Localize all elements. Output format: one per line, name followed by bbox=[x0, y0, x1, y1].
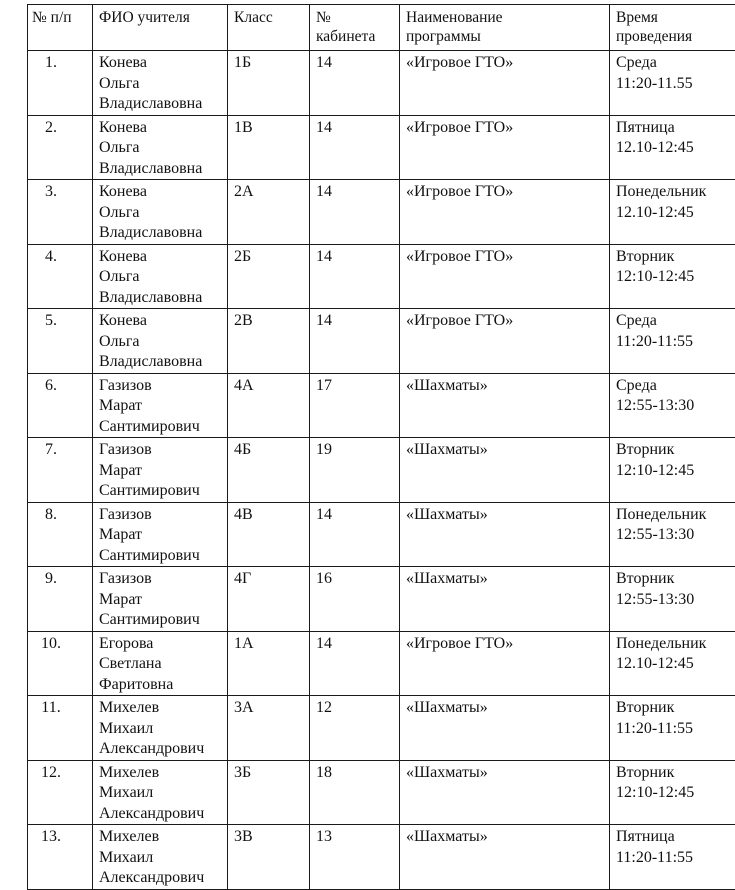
teacher-patronymic: Сантимирович bbox=[99, 546, 221, 567]
time-cell bbox=[610, 115, 735, 180]
teacher-patronymic: Сантимирович bbox=[99, 610, 221, 631]
row-number-cell bbox=[28, 567, 93, 632]
row-number-cell bbox=[28, 502, 93, 567]
teacher-surname: Конева bbox=[99, 53, 221, 74]
class-cell bbox=[228, 438, 310, 503]
time-day: Вторник bbox=[616, 569, 729, 590]
room-cell bbox=[310, 696, 400, 761]
time-range: 12:10-12:45 bbox=[616, 461, 729, 482]
row-number-cell bbox=[28, 438, 93, 503]
room-value: 14 bbox=[316, 53, 393, 74]
row-number: 7. bbox=[28, 440, 74, 461]
teacher-surname: Михелев bbox=[99, 763, 221, 784]
room-cell bbox=[310, 567, 400, 632]
time-range: 11:20-11:55 bbox=[616, 719, 729, 740]
time-cell bbox=[610, 438, 735, 503]
teacher-first-name: Ольга bbox=[99, 332, 221, 353]
program-cell bbox=[400, 631, 610, 696]
time-day: Вторник bbox=[616, 698, 729, 719]
program-cell bbox=[400, 825, 610, 890]
header-program-label-2: программы bbox=[406, 27, 603, 46]
row-number-cell bbox=[28, 115, 93, 180]
table-row bbox=[28, 502, 735, 567]
time-day: Понедельник bbox=[616, 634, 729, 655]
program-cell bbox=[400, 244, 610, 309]
room-value: 14 bbox=[316, 505, 393, 526]
teacher-name-cell bbox=[93, 760, 228, 825]
header-num-label: № п/п bbox=[32, 8, 86, 27]
time-cell bbox=[610, 51, 735, 116]
row-number: 9. bbox=[28, 569, 74, 590]
teacher-surname: Михелев bbox=[99, 827, 221, 848]
header-teacher-label: ФИО учителя bbox=[99, 8, 221, 27]
time-cell bbox=[610, 825, 735, 890]
teacher-first-name: Марат bbox=[99, 525, 221, 546]
teacher-first-name: Марат bbox=[99, 590, 221, 611]
teacher-patronymic: Сантимирович bbox=[99, 481, 221, 502]
row-number: 5. bbox=[28, 311, 74, 332]
class-cell bbox=[228, 115, 310, 180]
header-room-label-2: кабинета bbox=[316, 27, 393, 46]
row-number-cell bbox=[28, 631, 93, 696]
time-cell bbox=[610, 309, 735, 374]
time-range: 12.10-12:45 bbox=[616, 138, 729, 159]
header-room bbox=[310, 5, 400, 51]
class-cell bbox=[228, 51, 310, 116]
class-value: 4Б bbox=[234, 440, 303, 461]
room-value: 12 bbox=[316, 698, 393, 719]
row-number-cell bbox=[28, 51, 93, 116]
table-row bbox=[28, 309, 735, 374]
program-cell bbox=[400, 696, 610, 761]
teacher-patronymic: Владиславовна bbox=[99, 352, 221, 373]
room-value: 14 bbox=[316, 118, 393, 139]
teacher-name-cell bbox=[93, 631, 228, 696]
time-cell bbox=[610, 631, 735, 696]
teacher-first-name: Ольга bbox=[99, 74, 221, 95]
teacher-name-cell bbox=[93, 438, 228, 503]
time-day: Пятница bbox=[616, 118, 729, 139]
teacher-surname: Конева bbox=[99, 311, 221, 332]
time-cell bbox=[610, 567, 735, 632]
table-row bbox=[28, 760, 735, 825]
room-value: 19 bbox=[316, 440, 393, 461]
room-cell bbox=[310, 51, 400, 116]
teacher-patronymic: Владиславовна bbox=[99, 288, 221, 309]
teacher-patronymic: Фаритовна bbox=[99, 675, 221, 696]
program-cell bbox=[400, 567, 610, 632]
class-cell bbox=[228, 631, 310, 696]
schedule-body bbox=[28, 51, 735, 890]
program-value: «Шахматы» bbox=[406, 440, 603, 461]
time-range: 12:10-12:45 bbox=[616, 267, 729, 288]
program-value: «Шахматы» bbox=[406, 698, 603, 719]
row-number-cell bbox=[28, 825, 93, 890]
teacher-surname: Конева bbox=[99, 118, 221, 139]
table-row bbox=[28, 51, 735, 116]
row-number: 8. bbox=[28, 505, 74, 526]
program-cell bbox=[400, 502, 610, 567]
time-day: Вторник bbox=[616, 763, 729, 784]
row-number: 1. bbox=[28, 53, 74, 74]
room-value: 14 bbox=[316, 634, 393, 655]
room-value: 13 bbox=[316, 827, 393, 848]
time-day: Среда bbox=[616, 311, 729, 332]
class-value: 4А bbox=[234, 376, 303, 397]
teacher-surname: Егорова bbox=[99, 634, 221, 655]
teacher-surname: Конева bbox=[99, 182, 221, 203]
class-value: 3Б bbox=[234, 763, 303, 784]
row-number-cell bbox=[28, 180, 93, 245]
program-value: «Игровое ГТО» bbox=[406, 53, 603, 74]
table-row bbox=[28, 696, 735, 761]
time-range: 12.10-12:45 bbox=[616, 203, 729, 224]
teacher-patronymic: Владиславовна bbox=[99, 223, 221, 244]
row-number-cell bbox=[28, 309, 93, 374]
class-cell bbox=[228, 825, 310, 890]
teacher-name-cell bbox=[93, 502, 228, 567]
time-range: 11:20-11:55 bbox=[616, 332, 729, 353]
room-value: 17 bbox=[316, 376, 393, 397]
time-cell bbox=[610, 180, 735, 245]
class-value: 1В bbox=[234, 118, 303, 139]
teacher-name-cell bbox=[93, 696, 228, 761]
table-row bbox=[28, 825, 735, 890]
teacher-first-name: Марат bbox=[99, 461, 221, 482]
program-value: «Шахматы» bbox=[406, 505, 603, 526]
program-cell bbox=[400, 438, 610, 503]
row-number: 13. bbox=[28, 827, 74, 848]
class-cell bbox=[228, 760, 310, 825]
table-row bbox=[28, 244, 735, 309]
time-range: 12:55-13:30 bbox=[616, 525, 729, 546]
header-room-label-1: № bbox=[316, 8, 393, 27]
teacher-name-cell bbox=[93, 309, 228, 374]
header-class-label: Класс bbox=[234, 8, 303, 27]
teacher-patronymic: Владиславовна bbox=[99, 94, 221, 115]
table-row bbox=[28, 373, 735, 438]
room-cell bbox=[310, 180, 400, 245]
room-cell bbox=[310, 115, 400, 180]
program-value: «Игровое ГТО» bbox=[406, 182, 603, 203]
teacher-surname: Конева bbox=[99, 247, 221, 268]
header-time-label-1: Время bbox=[616, 8, 729, 27]
row-number: 2. bbox=[28, 118, 74, 139]
row-number: 11. bbox=[28, 698, 74, 719]
teacher-surname: Михелев bbox=[99, 698, 221, 719]
room-value: 14 bbox=[316, 247, 393, 268]
teacher-first-name: Михаил bbox=[99, 848, 221, 869]
teacher-patronymic: Александрович bbox=[99, 868, 221, 889]
class-value: 1А bbox=[234, 634, 303, 655]
class-cell bbox=[228, 696, 310, 761]
row-number-cell bbox=[28, 244, 93, 309]
program-value: «Шахматы» bbox=[406, 376, 603, 397]
class-value: 4Г bbox=[234, 569, 303, 590]
time-cell bbox=[610, 696, 735, 761]
header-teacher bbox=[93, 5, 228, 51]
row-number-cell bbox=[28, 696, 93, 761]
program-value: «Игровое ГТО» bbox=[406, 634, 603, 655]
row-number: 3. bbox=[28, 182, 74, 203]
time-day: Понедельник bbox=[616, 505, 729, 526]
room-cell bbox=[310, 825, 400, 890]
header-class bbox=[228, 5, 310, 51]
teacher-name-cell bbox=[93, 567, 228, 632]
room-cell bbox=[310, 631, 400, 696]
teacher-first-name: Ольга bbox=[99, 203, 221, 224]
class-value: 4В bbox=[234, 505, 303, 526]
row-number-cell bbox=[28, 760, 93, 825]
room-cell bbox=[310, 438, 400, 503]
table-row bbox=[28, 567, 735, 632]
program-value: «Игровое ГТО» bbox=[406, 118, 603, 139]
header-time bbox=[610, 5, 735, 51]
program-cell bbox=[400, 309, 610, 374]
header-program-label-1: Наименование bbox=[406, 8, 603, 27]
room-cell bbox=[310, 309, 400, 374]
row-number: 12. bbox=[28, 763, 74, 784]
program-cell bbox=[400, 51, 610, 116]
class-value: 2А bbox=[234, 182, 303, 203]
teacher-surname: Газизов bbox=[99, 569, 221, 590]
class-cell bbox=[228, 309, 310, 374]
class-cell bbox=[228, 502, 310, 567]
teacher-name-cell bbox=[93, 373, 228, 438]
time-cell bbox=[610, 373, 735, 438]
time-range: 12:55-13:30 bbox=[616, 590, 729, 611]
program-value: «Шахматы» bbox=[406, 569, 603, 590]
program-value: «Игровое ГТО» bbox=[406, 311, 603, 332]
time-cell bbox=[610, 502, 735, 567]
row-number-cell bbox=[28, 373, 93, 438]
time-range: 11:20-11:55 bbox=[616, 848, 729, 869]
program-cell bbox=[400, 115, 610, 180]
class-value: 3В bbox=[234, 827, 303, 848]
program-value: «Шахматы» bbox=[406, 827, 603, 848]
teacher-first-name: Ольга bbox=[99, 267, 221, 288]
header-num bbox=[28, 5, 93, 51]
row-number: 10. bbox=[28, 634, 74, 655]
header-program bbox=[400, 5, 610, 51]
time-range: 12.10-12:45 bbox=[616, 654, 729, 675]
class-value: 1Б bbox=[234, 53, 303, 74]
teacher-name-cell bbox=[93, 51, 228, 116]
table-row bbox=[28, 631, 735, 696]
table-row bbox=[28, 115, 735, 180]
table-header-row bbox=[28, 5, 735, 51]
teacher-first-name: Михаил bbox=[99, 719, 221, 740]
table-row bbox=[28, 438, 735, 503]
program-cell bbox=[400, 180, 610, 245]
time-day: Вторник bbox=[616, 440, 729, 461]
class-value: 2Б bbox=[234, 247, 303, 268]
time-day: Понедельник bbox=[616, 182, 729, 203]
program-value: «Шахматы» bbox=[406, 763, 603, 784]
row-number: 6. bbox=[28, 376, 74, 397]
class-cell bbox=[228, 373, 310, 438]
teacher-name-cell bbox=[93, 115, 228, 180]
program-cell bbox=[400, 760, 610, 825]
teacher-first-name: Светлана bbox=[99, 654, 221, 675]
header-time-label-2: проведения bbox=[616, 27, 729, 46]
teacher-surname: Газизов bbox=[99, 376, 221, 397]
teacher-first-name: Марат bbox=[99, 396, 221, 417]
time-cell bbox=[610, 244, 735, 309]
class-cell bbox=[228, 244, 310, 309]
teacher-name-cell bbox=[93, 244, 228, 309]
time-day: Среда bbox=[616, 376, 729, 397]
teacher-surname: Газизов bbox=[99, 505, 221, 526]
time-day: Пятница bbox=[616, 827, 729, 848]
time-day: Среда bbox=[616, 53, 729, 74]
room-value: 16 bbox=[316, 569, 393, 590]
room-cell bbox=[310, 244, 400, 309]
room-value: 14 bbox=[316, 182, 393, 203]
class-value: 2В bbox=[234, 311, 303, 332]
teacher-patronymic: Владиславовна bbox=[99, 159, 221, 180]
schedule-table bbox=[27, 4, 735, 890]
time-range: 12:55-13:30 bbox=[616, 396, 729, 417]
teacher-patronymic: Александрович bbox=[99, 739, 221, 760]
class-cell bbox=[228, 180, 310, 245]
time-day: Вторник bbox=[616, 247, 729, 268]
teacher-patronymic: Сантимирович bbox=[99, 417, 221, 438]
program-value: «Игровое ГТО» bbox=[406, 247, 603, 268]
room-value: 18 bbox=[316, 763, 393, 784]
teacher-first-name: Михаил bbox=[99, 783, 221, 804]
room-cell bbox=[310, 373, 400, 438]
teacher-surname: Газизов bbox=[99, 440, 221, 461]
teacher-name-cell bbox=[93, 825, 228, 890]
room-cell bbox=[310, 760, 400, 825]
table-row bbox=[28, 180, 735, 245]
teacher-patronymic: Александрович bbox=[99, 804, 221, 825]
time-cell bbox=[610, 760, 735, 825]
room-cell bbox=[310, 502, 400, 567]
time-range: 11:20-11.55 bbox=[616, 74, 729, 95]
teacher-name-cell bbox=[93, 180, 228, 245]
class-value: 3А bbox=[234, 698, 303, 719]
time-range: 12:10-12:45 bbox=[616, 783, 729, 804]
teacher-first-name: Ольга bbox=[99, 138, 221, 159]
room-value: 14 bbox=[316, 311, 393, 332]
program-cell bbox=[400, 373, 610, 438]
row-number: 4. bbox=[28, 247, 74, 268]
class-cell bbox=[228, 567, 310, 632]
